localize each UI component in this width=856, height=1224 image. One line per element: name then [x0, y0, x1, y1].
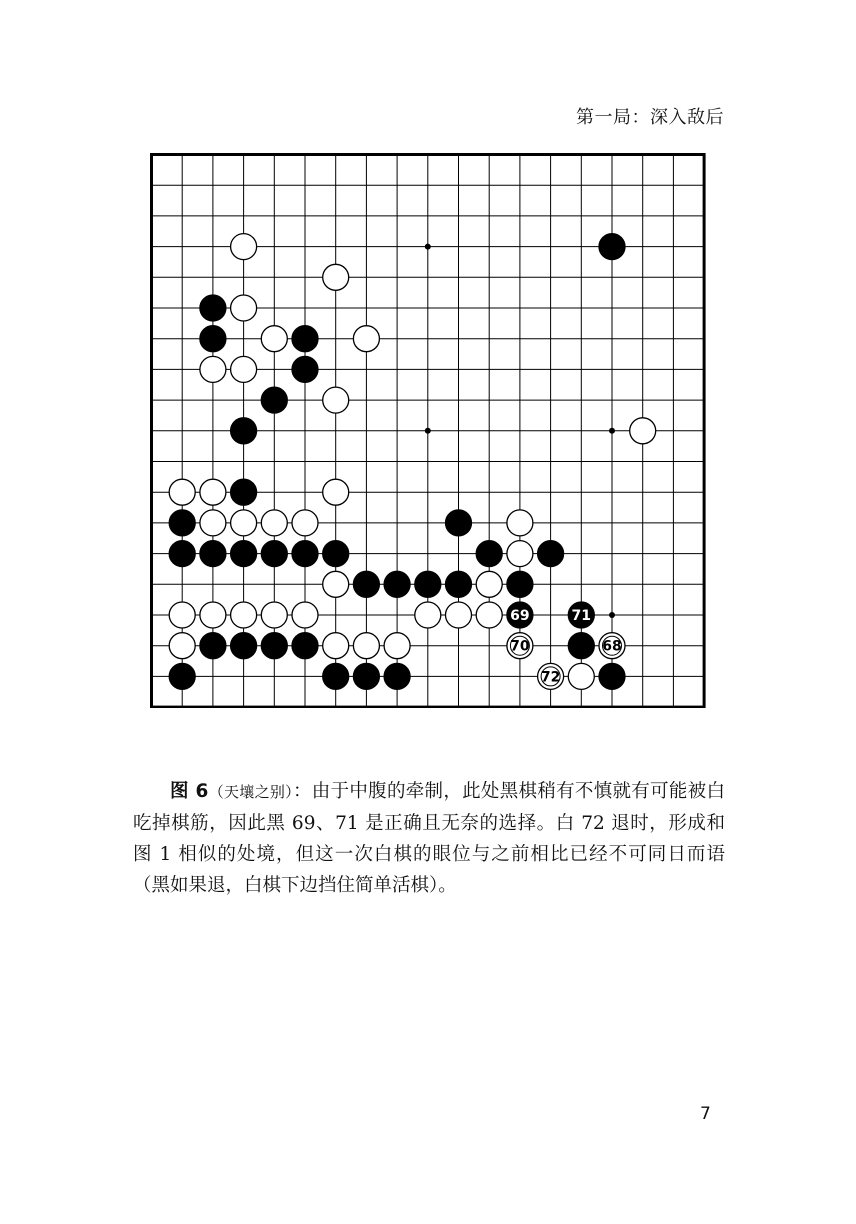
move-number-label: 70	[510, 638, 530, 655]
black-stone	[476, 541, 502, 567]
black-stone	[261, 541, 287, 567]
page-number: 7	[700, 1104, 711, 1124]
figure-subtitle: （天壤之别）	[208, 783, 293, 801]
go-board-diagram	[150, 153, 706, 708]
figure-label: 图 6	[170, 781, 209, 802]
black-stone	[415, 571, 441, 597]
star-point	[425, 244, 431, 250]
black-stone	[384, 571, 410, 597]
white-stone	[231, 234, 257, 260]
white-stone	[568, 663, 594, 689]
white-stone	[323, 633, 349, 659]
caption-paragraph	[133, 776, 725, 901]
black-stone	[169, 663, 195, 689]
black-stone	[200, 326, 226, 352]
white-stone	[353, 326, 379, 352]
white-stone	[231, 295, 257, 321]
black-stone	[261, 633, 287, 659]
black-stone	[200, 633, 226, 659]
white-stone	[292, 602, 318, 628]
white-stone	[507, 510, 533, 536]
star-point	[425, 428, 431, 434]
black-stone	[568, 633, 594, 659]
white-stone	[292, 510, 318, 536]
move-number-label: 68	[602, 638, 622, 655]
white-stone	[261, 510, 287, 536]
white-stone	[507, 541, 533, 567]
black-stone	[599, 663, 625, 689]
white-stone	[231, 356, 257, 382]
go-board-svg	[150, 153, 706, 708]
star-point	[609, 612, 615, 618]
black-stone	[446, 510, 472, 536]
move-number-label: 72	[540, 669, 561, 686]
black-stone	[323, 541, 349, 567]
black-stone	[169, 510, 195, 536]
black-stone	[200, 541, 226, 567]
white-stone	[630, 418, 656, 444]
black-stone	[231, 479, 257, 505]
black-stone	[384, 663, 410, 689]
caption-text: ：由于中腹的牵制，此处黑棋稍有不慎就有可能被白吃掉棋筋，因此黑 69、71 是正确且无奈的选择。白 72 退时，形成和图 1 相似的处境，但这一次白棋的眼位与之前相比已经不可同日而语（黑如果退，白棋下边挡住简单活棋）。	[133, 781, 725, 896]
white-stone	[323, 264, 349, 290]
chapter-header: 第一局：深入敌后	[576, 107, 724, 128]
move-number-label: 69	[510, 608, 530, 624]
white-stone	[415, 602, 441, 628]
white-stone	[323, 387, 349, 413]
white-stone	[446, 602, 472, 628]
white-stone	[200, 479, 226, 505]
black-stone	[599, 234, 625, 260]
white-stone	[200, 510, 226, 536]
star-point	[609, 428, 615, 434]
white-stone	[231, 510, 257, 536]
black-stone	[446, 571, 472, 597]
black-stone	[507, 571, 533, 597]
white-stone	[384, 633, 410, 659]
white-stone	[169, 602, 195, 628]
black-stone	[538, 541, 564, 567]
white-stone	[353, 633, 379, 659]
figure-caption	[133, 776, 725, 901]
black-stone	[292, 633, 318, 659]
white-stone	[323, 479, 349, 505]
black-stone	[261, 387, 287, 413]
black-stone	[353, 571, 379, 597]
black-stone	[231, 418, 257, 444]
white-stone	[200, 602, 226, 628]
white-stone	[169, 479, 195, 505]
black-stone	[292, 541, 318, 567]
white-stone	[231, 602, 257, 628]
move-number-label: 71	[571, 608, 592, 624]
black-stone	[353, 663, 379, 689]
white-stone	[323, 571, 349, 597]
black-stone	[231, 541, 257, 567]
black-stone	[323, 663, 349, 689]
black-stone	[200, 295, 226, 321]
black-stone	[169, 541, 195, 567]
white-stone	[200, 356, 226, 382]
white-stone	[476, 602, 502, 628]
black-stone	[231, 633, 257, 659]
white-stone	[476, 571, 502, 597]
white-stone	[169, 633, 195, 659]
white-stone	[261, 602, 287, 628]
black-stone	[292, 356, 318, 382]
black-stone	[292, 326, 318, 352]
white-stone	[261, 326, 287, 352]
